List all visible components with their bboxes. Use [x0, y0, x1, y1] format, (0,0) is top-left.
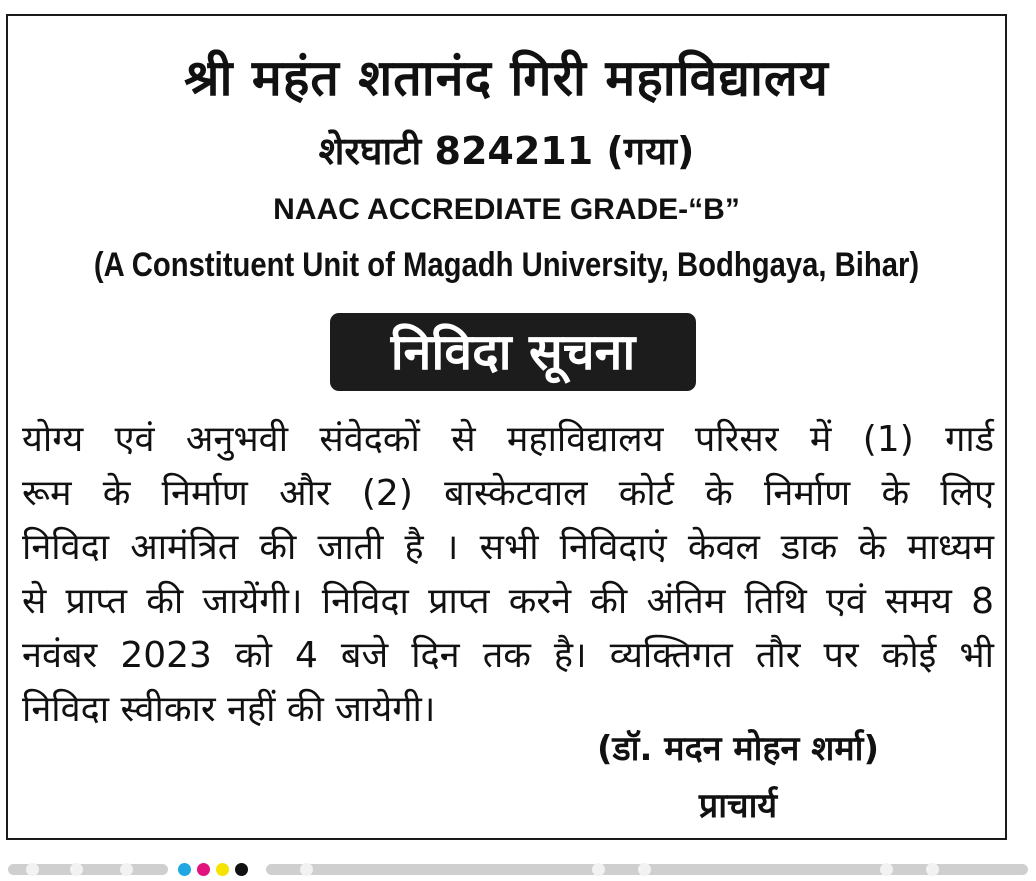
registration-mark	[592, 863, 605, 876]
registration-mark	[26, 863, 39, 876]
notice-body-line: नवंबर 2023 को 4 बजे दिन तक है। व्यक्तिगत तौर पर कोई भी	[22, 635, 994, 676]
registration-mark	[70, 863, 83, 876]
yellow-color-dot	[216, 863, 229, 876]
black-color-dot	[235, 863, 248, 876]
signatory-name: (डॉ. मदन मोहन शर्मा)	[596, 729, 880, 769]
registration-mark	[880, 863, 893, 876]
notice-body-line: योग्य एवं अनुभवी संवेदकों से महाविद्यालय परिसर में (1) गार्ड	[22, 419, 994, 460]
registration-mark	[120, 863, 133, 876]
registration-mark	[638, 863, 651, 876]
college-location: शेरघाटी 824211 (गया)	[318, 129, 695, 173]
university-affiliation: (A Constituent Unit of Magadh University, Bodhgaya, Bihar)	[93, 246, 920, 284]
registration-mark	[926, 863, 939, 876]
notice-body-line: से प्राप्त की जायेंगी। निविदा प्राप्त करने की अंतिम तिथि एवं समय 8	[22, 581, 994, 622]
signatory-designation: प्राचार्य	[698, 786, 778, 826]
tender-notice	[6, 14, 1007, 840]
registration-mark	[300, 863, 313, 876]
notice-body-line: रूम के निर्माण और (2) बास्केटवाल कोर्ट के निर्माण के लिए	[22, 473, 994, 514]
print-registration-strip	[0, 858, 1036, 881]
cyan-color-dot	[178, 863, 191, 876]
notice-body-line: निविदा आमंत्रित की जाती है । सभी निविदाएं केवल डाक के माध्यम	[22, 527, 994, 568]
naac-grade: NAAC ACCREDIATE GRADE-“B”	[273, 193, 740, 226]
college-name: श्री महंत शतानंद गिरी महाविद्यालय	[184, 49, 829, 107]
notice-title-banner: निविदा सूचना	[330, 313, 696, 391]
notice-body-line: निविदा स्वीकार नहीं की जायेगी।	[22, 689, 436, 730]
magenta-color-dot	[197, 863, 210, 876]
